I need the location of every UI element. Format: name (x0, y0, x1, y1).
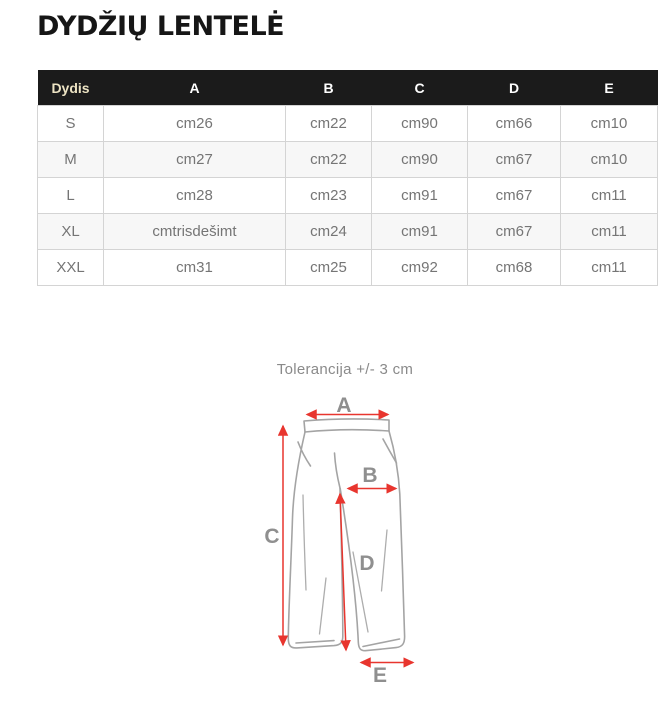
measurement-cell: cm10 (561, 142, 658, 178)
pants-measurement-diagram (230, 390, 460, 690)
measurement-cell: cm90 (372, 106, 468, 142)
measurement-cell: cm68 (468, 250, 561, 286)
measurement-cell: cm91 (372, 214, 468, 250)
measurement-cell: cm31 (104, 250, 286, 286)
size-table-header-row (38, 70, 658, 106)
measure-label-c: C (264, 525, 280, 548)
measurement-cell: cm11 (561, 178, 658, 214)
measurement-cell: cm67 (468, 214, 561, 250)
column-header-d: D (468, 70, 561, 106)
column-header-a: A (104, 70, 286, 106)
size-cell: XL (38, 214, 104, 250)
page-title: DYDŽIŲ LENTELĖ (37, 11, 285, 42)
table-row-xl (38, 214, 658, 250)
size-table (37, 70, 658, 286)
measurement-cell: cm10 (561, 106, 658, 142)
measurement-cell: cm90 (372, 142, 468, 178)
table-row-m (38, 142, 658, 178)
measurement-cell: cmtrisdešimt (104, 214, 286, 250)
crease-line (382, 530, 388, 591)
measurement-cell: cm66 (468, 106, 561, 142)
crease-line (320, 578, 327, 634)
measurement-cell: cm27 (104, 142, 286, 178)
column-header-b: B (286, 70, 372, 106)
left-hem-stitch (296, 641, 334, 643)
measure-label-a: A (336, 394, 352, 417)
column-header-e: E (561, 70, 658, 106)
column-header-dydis: Dydis (38, 70, 104, 106)
table-row-xxl (38, 250, 658, 286)
tolerance-note: Tolerancija +/- 3 cm (276, 361, 414, 378)
size-cell: M (38, 142, 104, 178)
pants-waistband (304, 419, 389, 432)
measurement-cell: cm67 (468, 178, 561, 214)
column-header-c: C (372, 70, 468, 106)
measure-label-d: D (359, 552, 375, 575)
measurement-cell: cm28 (104, 178, 286, 214)
crease-line (303, 495, 306, 590)
right-hem-stitch (363, 639, 400, 647)
table-row-s (38, 106, 658, 142)
measurement-cell: cm25 (286, 250, 372, 286)
measurement-cell: cm22 (286, 106, 372, 142)
pants-left-leg (288, 432, 343, 648)
measurement-cell: cm26 (104, 106, 286, 142)
measurement-cell: cm11 (561, 214, 658, 250)
measurement-cell: cm24 (286, 214, 372, 250)
size-cell: S (38, 106, 104, 142)
measurement-cell: cm23 (286, 178, 372, 214)
measurement-cell: cm22 (286, 142, 372, 178)
measure-label-e: E (372, 664, 388, 687)
pants-fly-seam (335, 453, 341, 488)
measurement-cell: cm11 (561, 250, 658, 286)
measure-label-b: B (362, 464, 378, 487)
size-cell: L (38, 178, 104, 214)
size-cell: XXL (38, 250, 104, 286)
measurement-cell: cm92 (372, 250, 468, 286)
measurement-cell: cm67 (468, 142, 561, 178)
table-row-l (38, 178, 658, 214)
measurement-cell: cm91 (372, 178, 468, 214)
